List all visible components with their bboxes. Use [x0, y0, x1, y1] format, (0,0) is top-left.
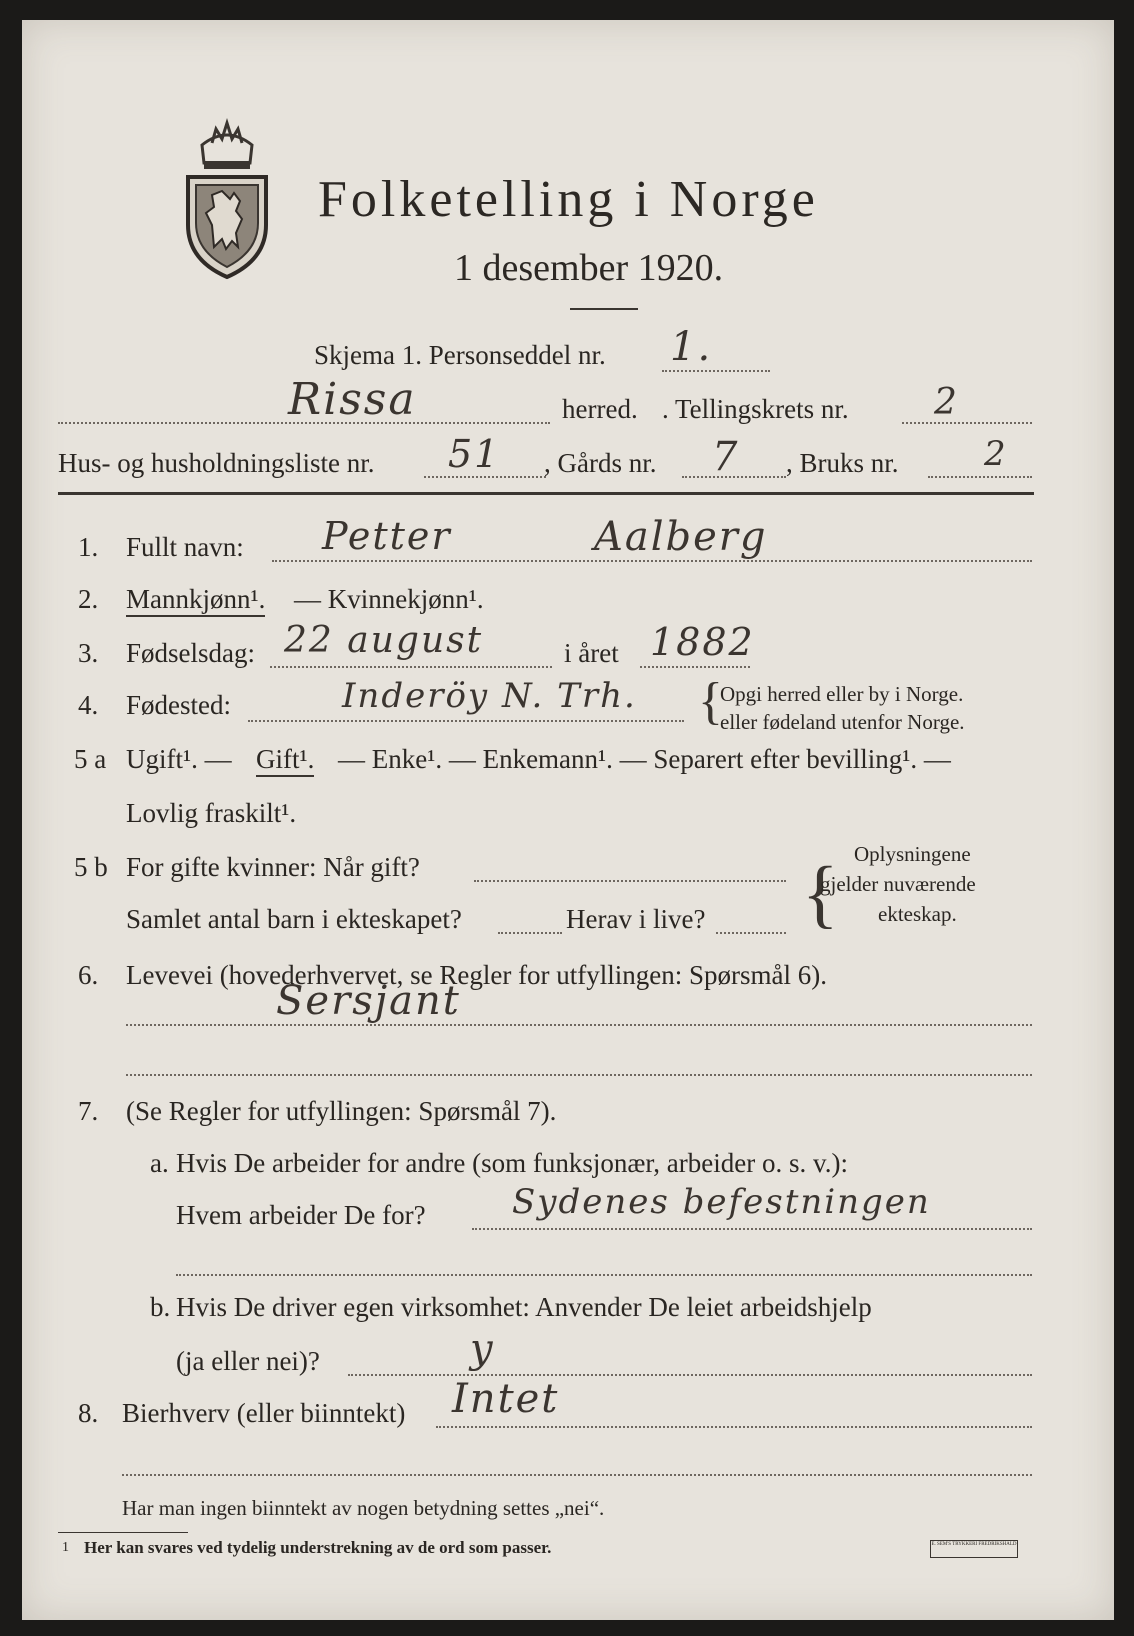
q5a-gift-option: Gift¹.: [256, 744, 314, 777]
q7b-label2: (ja eller nei)?: [176, 1346, 320, 1376]
q3-day-line: [270, 666, 552, 668]
q5b-note-line2: gjelder nuværende: [820, 872, 976, 896]
q6-number: 6.: [78, 960, 99, 990]
q4-label: Fødested:: [126, 690, 231, 720]
footnote-divider: [58, 1532, 188, 1533]
q5b-children-label: Samlet antal barn i ekteskapet?: [126, 904, 462, 934]
q7a-value: Sydenes befestningen: [512, 1182, 931, 1222]
q7b-line: [348, 1374, 1032, 1376]
q8-label: Bierhverv (eller biinntekt): [122, 1398, 406, 1428]
q1-last-name: Aalberg: [594, 514, 768, 560]
footnote-text: Her kan svares ved tydelig understrekning av de ord som passer.: [84, 1538, 552, 1557]
q6-label: Levevei (hovederhvervet, se Regler for utfyllingen: Spørsmål 6).: [126, 960, 828, 990]
q4-number: 4.: [78, 690, 99, 720]
q5b-children-line: [498, 932, 562, 934]
q3-year-label: i året: [564, 638, 619, 668]
tellingskrets-label: . Tellingskrets nr.: [662, 394, 849, 424]
q1-first-name: Petter: [322, 514, 452, 558]
q2-number: 2.: [78, 584, 99, 614]
q5b-brace: {: [802, 852, 839, 936]
q5a-other-options: — Enke¹. — Enkemann¹. — Separert efter bevilling¹. —: [338, 744, 951, 774]
census-date: 1 desember 1920.: [454, 247, 724, 289]
form-title: Folketelling i Norge: [318, 171, 819, 228]
printer-stamp: E. SEM'S TRYKKERI FREDRIKSHALD: [930, 1540, 1018, 1558]
norway-coat-of-arms-icon: [182, 115, 272, 280]
q5b-note-line3: ekteskap.: [878, 902, 957, 926]
q8-value: Intet: [452, 1376, 560, 1422]
q2-female-option: — Kvinnekjønn¹.: [294, 584, 484, 614]
tellingskrets-value: 2: [934, 382, 959, 423]
q6-line1: [126, 1024, 1032, 1026]
q5b-married-when-label: For gifte kvinner: Når gift?: [126, 852, 420, 882]
q3-year-line: [640, 666, 750, 668]
q6-value: Sersjant: [276, 978, 461, 1024]
gards-value: 7: [712, 434, 740, 480]
q7a-line2: [176, 1274, 1032, 1276]
q7a-label2: Hvem arbeider De for?: [176, 1200, 426, 1230]
q4-brace: {: [698, 673, 723, 730]
q5a-lovlig-fraskilt: Lovlig fraskilt¹.: [126, 798, 297, 828]
q1-line: [272, 560, 1032, 562]
husholdning-line: [424, 476, 546, 478]
footnote-mark: 1: [62, 1540, 69, 1555]
title-divider: [570, 308, 638, 310]
q3-number: 3.: [78, 638, 99, 668]
q5a-number: 5 a: [74, 744, 107, 774]
q7a-line1: [472, 1228, 1032, 1230]
q7-label: (Se Regler for utfyllingen: Spørsmål 7).: [126, 1096, 557, 1126]
herred-value: Rissa: [288, 374, 417, 425]
q8-line1: [436, 1426, 1032, 1428]
q3-year-value: 1882: [650, 620, 755, 664]
census-form-page: [22, 20, 1114, 1620]
q7a-label1: Hvis De arbeider for andre (som funksjonær, arbeider o. s. v.):: [176, 1148, 848, 1178]
q5b-alive-label: Herav i live?: [566, 904, 706, 934]
q4-note-line1: Opgi herred eller by i Norge.: [720, 682, 964, 706]
schema-nr-value: 1.: [670, 324, 713, 370]
gards-label: , Gårds nr.: [544, 448, 657, 478]
herred-label: herred.: [562, 394, 638, 424]
footer-note: Har man ingen biinntekt av nogen betydning settes „nei“.: [122, 1496, 605, 1520]
bruks-line: [928, 476, 1032, 478]
q2-male-option: Mannkjønn¹.: [126, 584, 265, 617]
bruks-label: , Bruks nr.: [786, 448, 899, 478]
husholdning-value: 51: [448, 432, 501, 476]
header-separator: [58, 492, 1034, 495]
q1-label: Fullt navn:: [126, 532, 244, 562]
q4-line: [248, 720, 684, 722]
q7-number: 7.: [78, 1096, 99, 1126]
q8-number: 8.: [78, 1398, 99, 1428]
q3-day-value: 22 august: [284, 620, 484, 661]
q1-number: 1.: [78, 532, 99, 562]
q5b-note-line1: Oplysningene: [854, 842, 971, 866]
q7b-value: y: [470, 1326, 495, 1372]
q5a-ugift-option: Ugift¹. —: [126, 744, 232, 774]
schema-nr-line: [662, 370, 770, 372]
q8-line2: [122, 1474, 1032, 1476]
tellingskrets-line: [902, 422, 1032, 424]
bruks-value: 2: [984, 434, 1008, 474]
q5b-alive-line: [716, 932, 786, 934]
q7b-label1: Hvis De driver egen virksomhet: Anvender De leiet arbeidshjelp: [176, 1292, 872, 1322]
q6-line2: [126, 1074, 1032, 1076]
q7a-letter: a.: [150, 1148, 169, 1178]
q5b-number: 5 b: [74, 852, 108, 882]
q3-label: Fødselsdag:: [126, 638, 256, 668]
q4-value: Inderöy N. Trh.: [342, 676, 637, 716]
q4-note-line2: eller fødeland utenfor Norge.: [720, 710, 965, 734]
husholdning-label: Hus- og husholdningsliste nr.: [58, 448, 375, 478]
schema-label: Skjema 1. Personseddel nr.: [314, 340, 606, 370]
q7b-letter: b.: [150, 1292, 171, 1322]
q5b-married-when-line: [474, 880, 786, 882]
